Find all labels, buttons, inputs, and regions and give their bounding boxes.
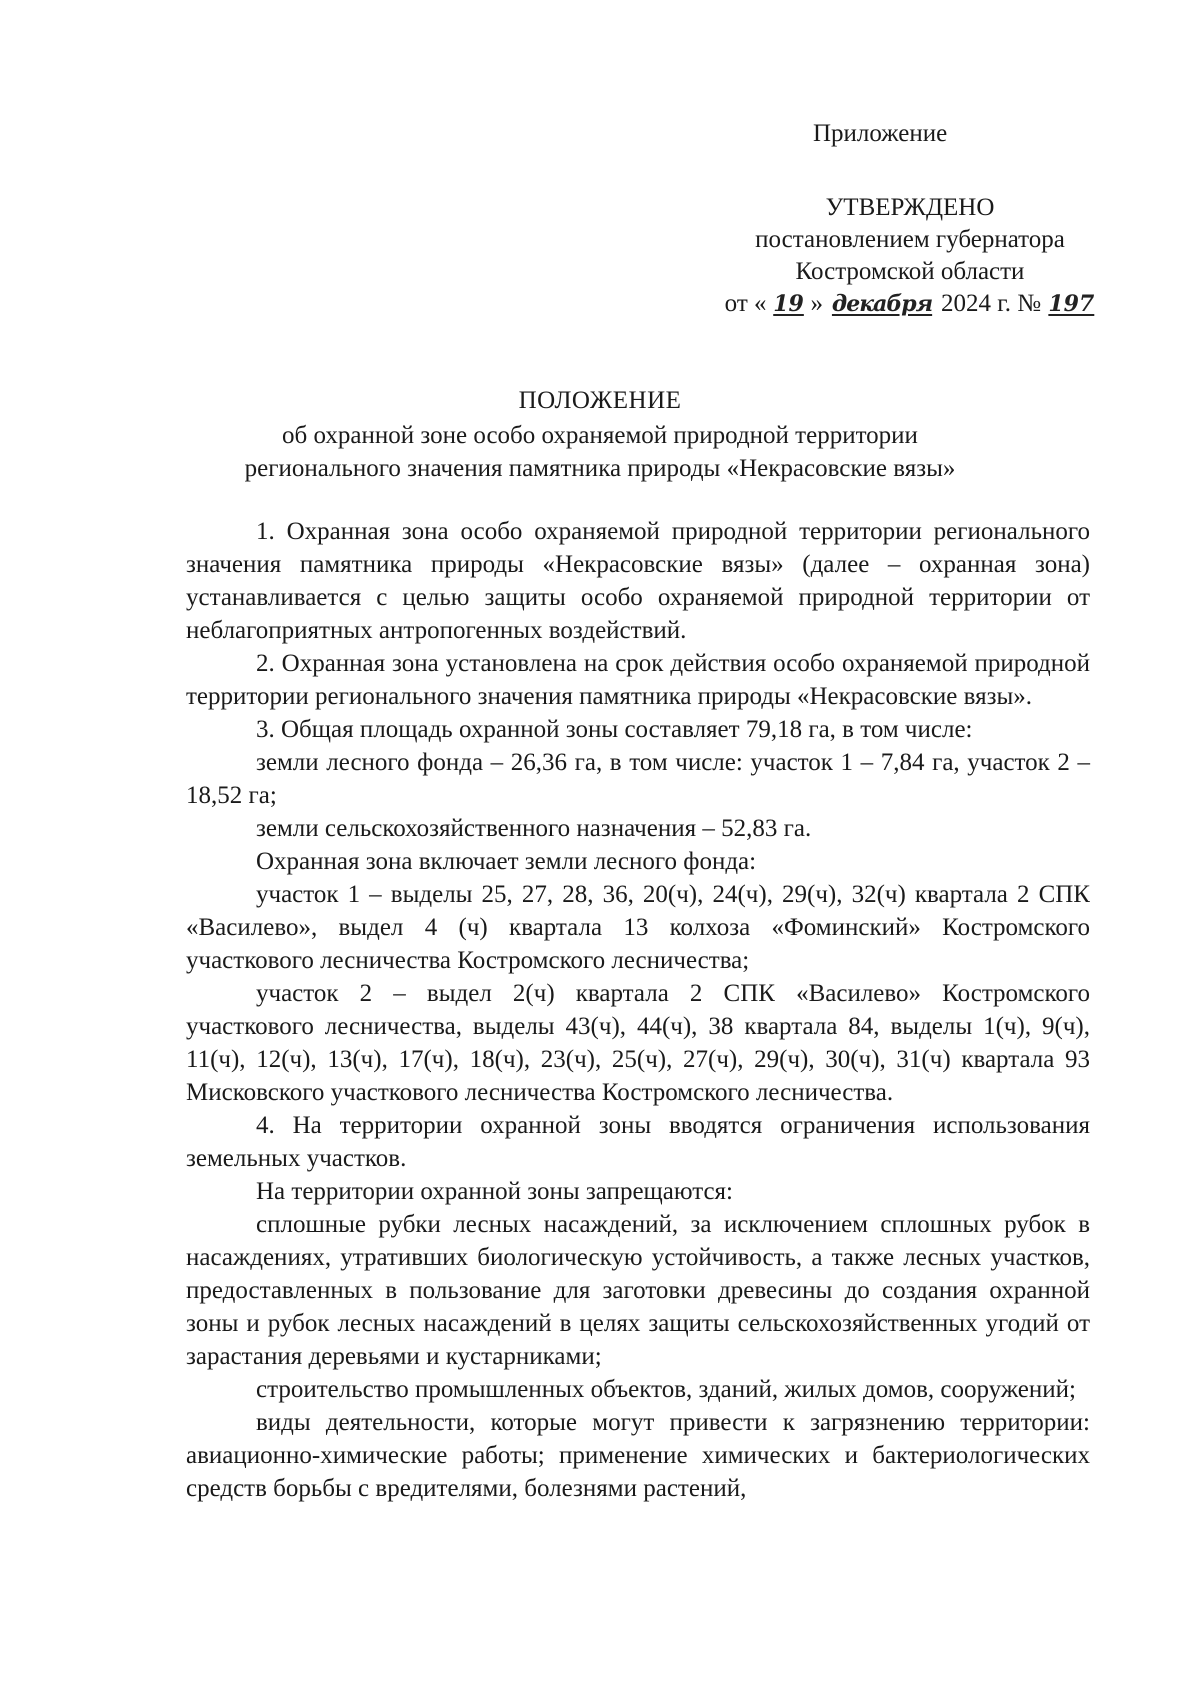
document-body xyxy=(186,515,1090,1505)
paragraph: 3. Общая площадь охранной зоны составляет 79,18 га, в том числе: xyxy=(256,716,973,743)
paragraph: На территории охранной зоны запрещаются: xyxy=(256,1178,734,1205)
paragraph: участок 1 – выделы 25, 27, 28, 36, 20(ч), 24(ч), 29(ч), 32(ч) квартала 2 СПК «Василево», выдел 4 (ч) квартала 13 колхоза «Фоминский» Костромского участкового лесничества Костромского лесничества; xyxy=(186,881,1090,974)
decree-date-line xyxy=(700,288,1120,320)
document-title: ПОЛОЖЕНИЕ xyxy=(518,387,682,414)
appendix-label: Приложение xyxy=(813,120,948,147)
paragraph: земли сельскохозяйственного назначения – 52,83 га. xyxy=(256,815,812,842)
document-title-block xyxy=(0,384,1200,485)
paragraph: сплошные рубки лесных насаждений, за исключением сплошных рубок в насаждениях, утративших биологическую устойчивость, а также лесных участков, предоставленных в пользование для заготовки древесины до создания охранной зоны и рубок лесных насаждений в целях защиты сельскохозяйственных угодий от зарастания деревьями и кустарниками; xyxy=(186,1211,1090,1370)
paragraph: Охранная зона включает земли лесного фонда: xyxy=(256,848,757,875)
paragraph: 2. Охранная зона установлена на срок действия особо охраняемой природной территории регионального значения памятника природы «Некрасовские вязы». xyxy=(186,650,1090,710)
date-year: 2024 г. № xyxy=(941,290,1042,317)
paragraph: участок 2 – выдел 2(ч) квартала 2 СПК «Василево» Костромского участкового лесничества, выделы 43(ч), 44(ч), 38 квартала 84, выделы 1(ч), 9(ч), 11(ч), 12(ч), 13(ч), 17(ч), 18(ч), 23(ч), 25(ч), 27(ч), 29(ч), 30(ч), 31(ч) квартала 93 Мисковского участкового лесничества Костромского лесничества. xyxy=(186,980,1090,1106)
paragraph: виды деятельности, которые могут привести к загрязнению территории: авиационно-химические работы; применение химических и бактериологических средств борьбы с вредителями, болезнями растений, xyxy=(186,1409,1090,1502)
date-prefix: от « xyxy=(724,290,767,317)
document-subtitle-line2: регионального значения памятника природы «Некрасовские вязы» xyxy=(244,455,956,482)
approval-block xyxy=(700,118,1120,320)
approved-by-line2: Костромской области xyxy=(795,258,1025,285)
handwritten-day: 19 xyxy=(773,291,804,317)
document-subtitle-line1: об охранной зоне особо охраняемой природной территории xyxy=(282,422,918,449)
approved-label: УТВЕРЖДЕНО xyxy=(825,194,995,221)
paragraph: строительство промышленных объектов, зданий, жилых домов, сооружений; xyxy=(256,1376,1076,1403)
paragraph: 4. На территории охранной зоны вводятся ограничения использования земельных участков. xyxy=(186,1112,1090,1172)
date-mid: » xyxy=(810,290,824,317)
handwritten-month: декабря xyxy=(831,291,933,317)
paragraph: земли лесного фонда – 26,36 га, в том числе: участок 1 – 7,84 га, участок 2 – 18,52 га; xyxy=(186,749,1090,809)
paragraph: 1. Охранная зона особо охраняемой природной территории регионального значения памятника природы «Некрасовские вязы» (далее – охранная зона) устанавливается с целью защиты особо охраняемой природной территории от неблагоприятных антропогенных воздействий. xyxy=(186,518,1090,644)
handwritten-number: 197 xyxy=(1048,291,1095,317)
approved-by-line1: постановлением губернатора xyxy=(755,226,1065,253)
